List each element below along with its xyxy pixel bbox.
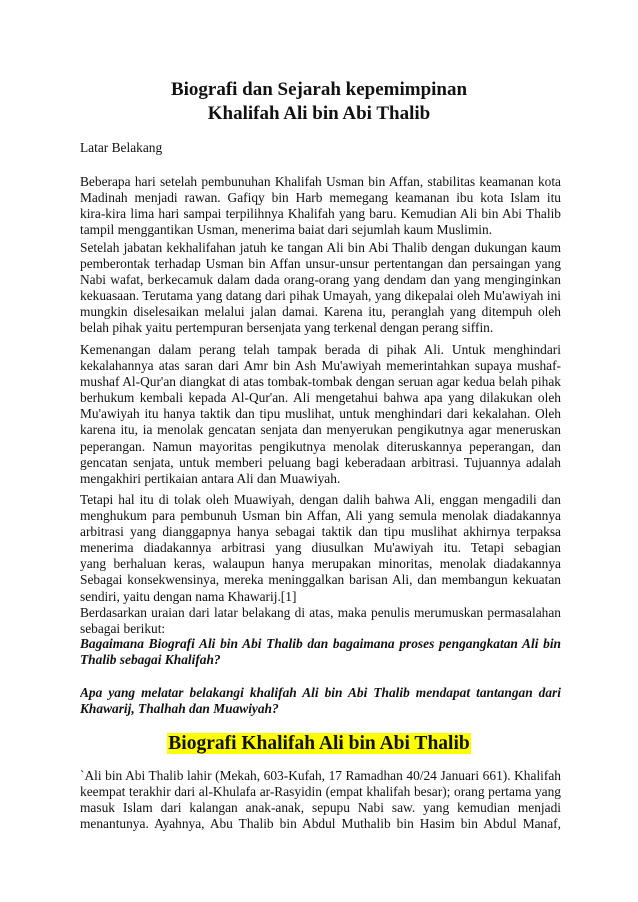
text-line: peperangan. Namun mayoritas pengikutnya menolak diteruskannya peperangan, dan	[80, 438, 561, 454]
text-line: masuk Islam dari kalangan anak-anak, sepupu Nabi saw. yang kemudian menjadi	[80, 800, 561, 816]
text-line: gencatan senjata, untuk memberi peluang bagi keberadaan arbitrasi. Tujuannya adalah	[80, 454, 561, 470]
text-line: sendiri, yaitu dengan nama Khawarij.[1]	[80, 588, 297, 604]
question-1	[80, 636, 561, 668]
text-line: berhukum kembali kepada Al-Qur'an. Ali mengetahui bahwa apa yang dilakukan oleh	[80, 390, 561, 406]
text-line: kekalahannya atas saran dari Amr bin Ash Mu'awiyah memerintahkan supaya mushaf-	[80, 358, 561, 374]
text-line: tampil menggantikan Usman, menerima baiat dari sejumlah kaum Muslimin.	[80, 222, 493, 238]
document-title	[0, 78, 638, 126]
text-line: mengakhiri pertikaian antara Ali dan Muawiyah.	[80, 470, 341, 486]
paragraph-3	[80, 342, 561, 487]
text-line: Kemenangan dalam perang telah tampak berada di pihak Ali. Untuk menghindari	[80, 342, 561, 357]
text-line: Beberapa hari setelah pembunuhan Khalifah Usman bin Affan, stabilitas keamanan kota	[80, 174, 561, 189]
text-line: arbitrasi yang dianggapnya hanya sebagai taktik dan tipu muslihat akhirnya terpaksa	[80, 524, 561, 540]
text-line: Sebagai konsekwensinya, mereka meninggalkan barisan Ali, dan membangun kekuatan	[80, 572, 561, 588]
title-line-1: Biografi dan Sejarah kepemimpinan	[170, 79, 468, 100]
text-line: menghukum para pembunuh Usman bin Affan, Ali yang semula menolak diadakannya	[80, 508, 561, 524]
text-line: sebagai berikut:	[80, 620, 166, 636]
paragraph-5	[80, 768, 561, 832]
text-line: Nabi wafat, berkecamuk dalam dada orang-orang yang dendam dan yang menginginkan	[80, 272, 561, 288]
text-line: mungkin diselesaikan melalui jalan damai. Karena itu, peranglah yang ditempuh oleh	[80, 304, 561, 320]
text-line: Apa yang melatar belakangi khalifah Ali bin Abi Thalib mendapat tantangan dari	[80, 685, 561, 700]
text-line: mushaf Al-Qur'an diangkat di atas tombak-tombak dengan seruan agar kedua belah pihak	[80, 374, 561, 390]
text-line: Bagaimana Biografi Ali bin Abi Thalib dan bagaimana proses pengangkatan Ali bin	[80, 636, 561, 651]
text-line: menantunya. Ayahnya, Abu Thalib bin Abdul Muthalib bin Hasim bin Abdul Manaf,	[80, 816, 561, 832]
text-line: yang berhaluan keras, walaupun hanya merupakan minoritas, menolak diadakannya	[80, 556, 561, 572]
text-line: Setelah jabatan kekhalifahan jatuh ke tangan Ali bin Abi Thalib dengan dukungan kaum	[80, 240, 561, 255]
text-line: pemberontak terhadap Usman bin Affan unsur-unsur pertentangan dan persaingan yang	[80, 256, 561, 272]
text-line: Berdasarkan uraian dari latar belakang di atas, maka penulis merumuskan permasalahan	[80, 604, 561, 620]
question-2	[80, 685, 561, 717]
text-line: Tetapi hal itu di tolak oleh Muawiyah, dengan dalih bahwa Ali, enggan mengadili dan	[80, 492, 561, 507]
text-line: karena itu, ia menolak gencatan senjata dan menyerukan pengikutnya agar meneruskan	[80, 422, 561, 438]
paragraph-2	[80, 240, 561, 337]
paragraph-1	[80, 174, 561, 238]
section-heading	[0, 732, 638, 755]
section-label: Latar Belakang	[80, 140, 163, 155]
text-line: Mu'awiyah itu hanya taktik dan tipu muslihat, untuk menghindari dari kekalahan. Oleh	[80, 406, 561, 422]
text-line: menerima diadakannya arbitrasi yang diusulkan Mu'awiyah itu. Tetapi sebagian	[80, 540, 561, 556]
paragraph-4	[80, 492, 561, 637]
text-line: belah pihak yaitu pertempuran bersenjata yang terkenal dengan perang siffin.	[80, 320, 494, 336]
title-line-2: Khalifah Ali bin Abi Thalib	[207, 103, 431, 124]
text-line: kira-kira lima hari sampai terpilihnya Khalifah yang baru. Kemudian Ali bin Abi Thalib	[80, 206, 561, 222]
text-line: keempat terakhir dari al-Khulafa ar-Rasyidin (empat khalifah besar); orang pertama yang	[80, 784, 561, 800]
text-line: kekuasaan. Terutama yang datang dari pihak Umayah, yang dikepalai oleh Mu'awiyah ini	[80, 288, 561, 304]
text-line: `Ali bin Abi Thalib lahir (Mekah, 603-Kufah, 17 Ramadhan 40/24 Januari 661). Khalifah	[80, 768, 561, 783]
text-line: Thalib sebagai Khalifah?	[80, 652, 221, 668]
text-line: Madinah menjadi rawan. Gafiqy bin Harb memegang keamanan ibu kota Islam itu	[80, 190, 561, 206]
text-line: Khawarij, Thalhah dan Muawiyah?	[80, 701, 279, 717]
section-heading-text: Biografi Khalifah Ali bin Abi Thalib	[168, 733, 470, 754]
